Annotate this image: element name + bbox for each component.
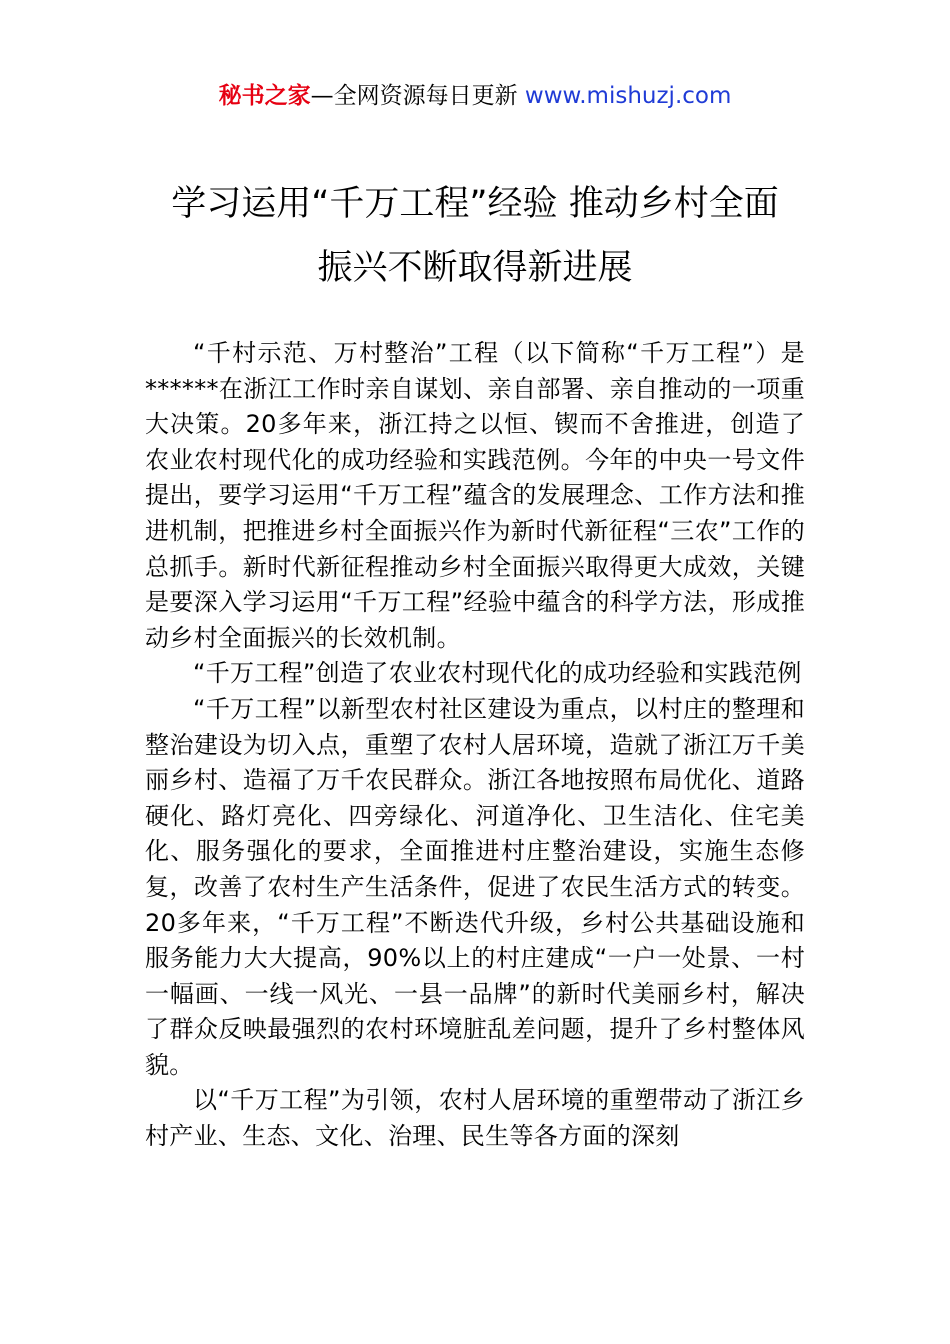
site-brand: 秘书之家 xyxy=(218,83,311,109)
paragraph-rural-environment: “千万工程”以新型农村社区建设为重点，以村庄的整理和整治建设为切入点，重塑了农村人居环境，造就了浙江万千美丽乡村、造福了万千农民群众。浙江各地按照布局优化、道路硬化、路灯亮化、四旁绿化、河道净化、卫生洁化、住宅美化、服务强化的要求，全面推进村庄整治建设，实施生态修复，改善了农村生产生活条件，促进了农民生活方式的转变。20多年来，“千万工程”不断迭代升级，乡村公共基础设施和服务能力大大提高，90%以上的村庄建成“一户一处景、一村一幅画、一线一风光、一县一品牌”的新时代美丽乡村，解决了群众反映最强烈的农村环境脏乱差问题，提升了乡村整体风貌。 xyxy=(145,694,806,1079)
document-title-line-2: 振兴不断取得新进展 xyxy=(317,248,633,288)
site-header xyxy=(0,80,950,112)
section-heading: “千万工程”创造了农业农村现代化的成功经验和实践范例 xyxy=(193,659,802,688)
document-body xyxy=(145,336,805,1155)
site-tagline: —全网资源每日更新 xyxy=(310,83,518,109)
document-title xyxy=(100,172,850,300)
paragraph-intro: “千村示范、万村整治”工程（以下简称“千万工程”）是******在浙江工作时亲自谋划、亲自部署、亲自推动的一项重大决策。20多年来，浙江持之以恒、锲而不舍推进，创造了农业农村现代化的成功经验和实践范例。今年的中央一号文件提出，要学习运用“千万工程”蕴含的发展理念、工作方法和推进机制，把推进乡村全面振兴作为新时代新征程“三农”工作的总抓手。新时代新征程推动乡村全面振兴取得更大成效，关键是要深入学习运用“千万工程”经验中蕴含的科学方法，形成推动乡村全面振兴的长效机制。 xyxy=(145,339,805,652)
document-title-line-1: 学习运用“千万工程”经验 推动乡村全面 xyxy=(171,184,779,224)
site-url-link[interactable]: www.mishuzj.com xyxy=(524,83,732,109)
paragraph-leading-role: 以“千万工程”为引领，农村人居环境的重塑带动了浙江乡村产业、生态、文化、治理、民生等各方面的深刻 xyxy=(145,1086,805,1151)
